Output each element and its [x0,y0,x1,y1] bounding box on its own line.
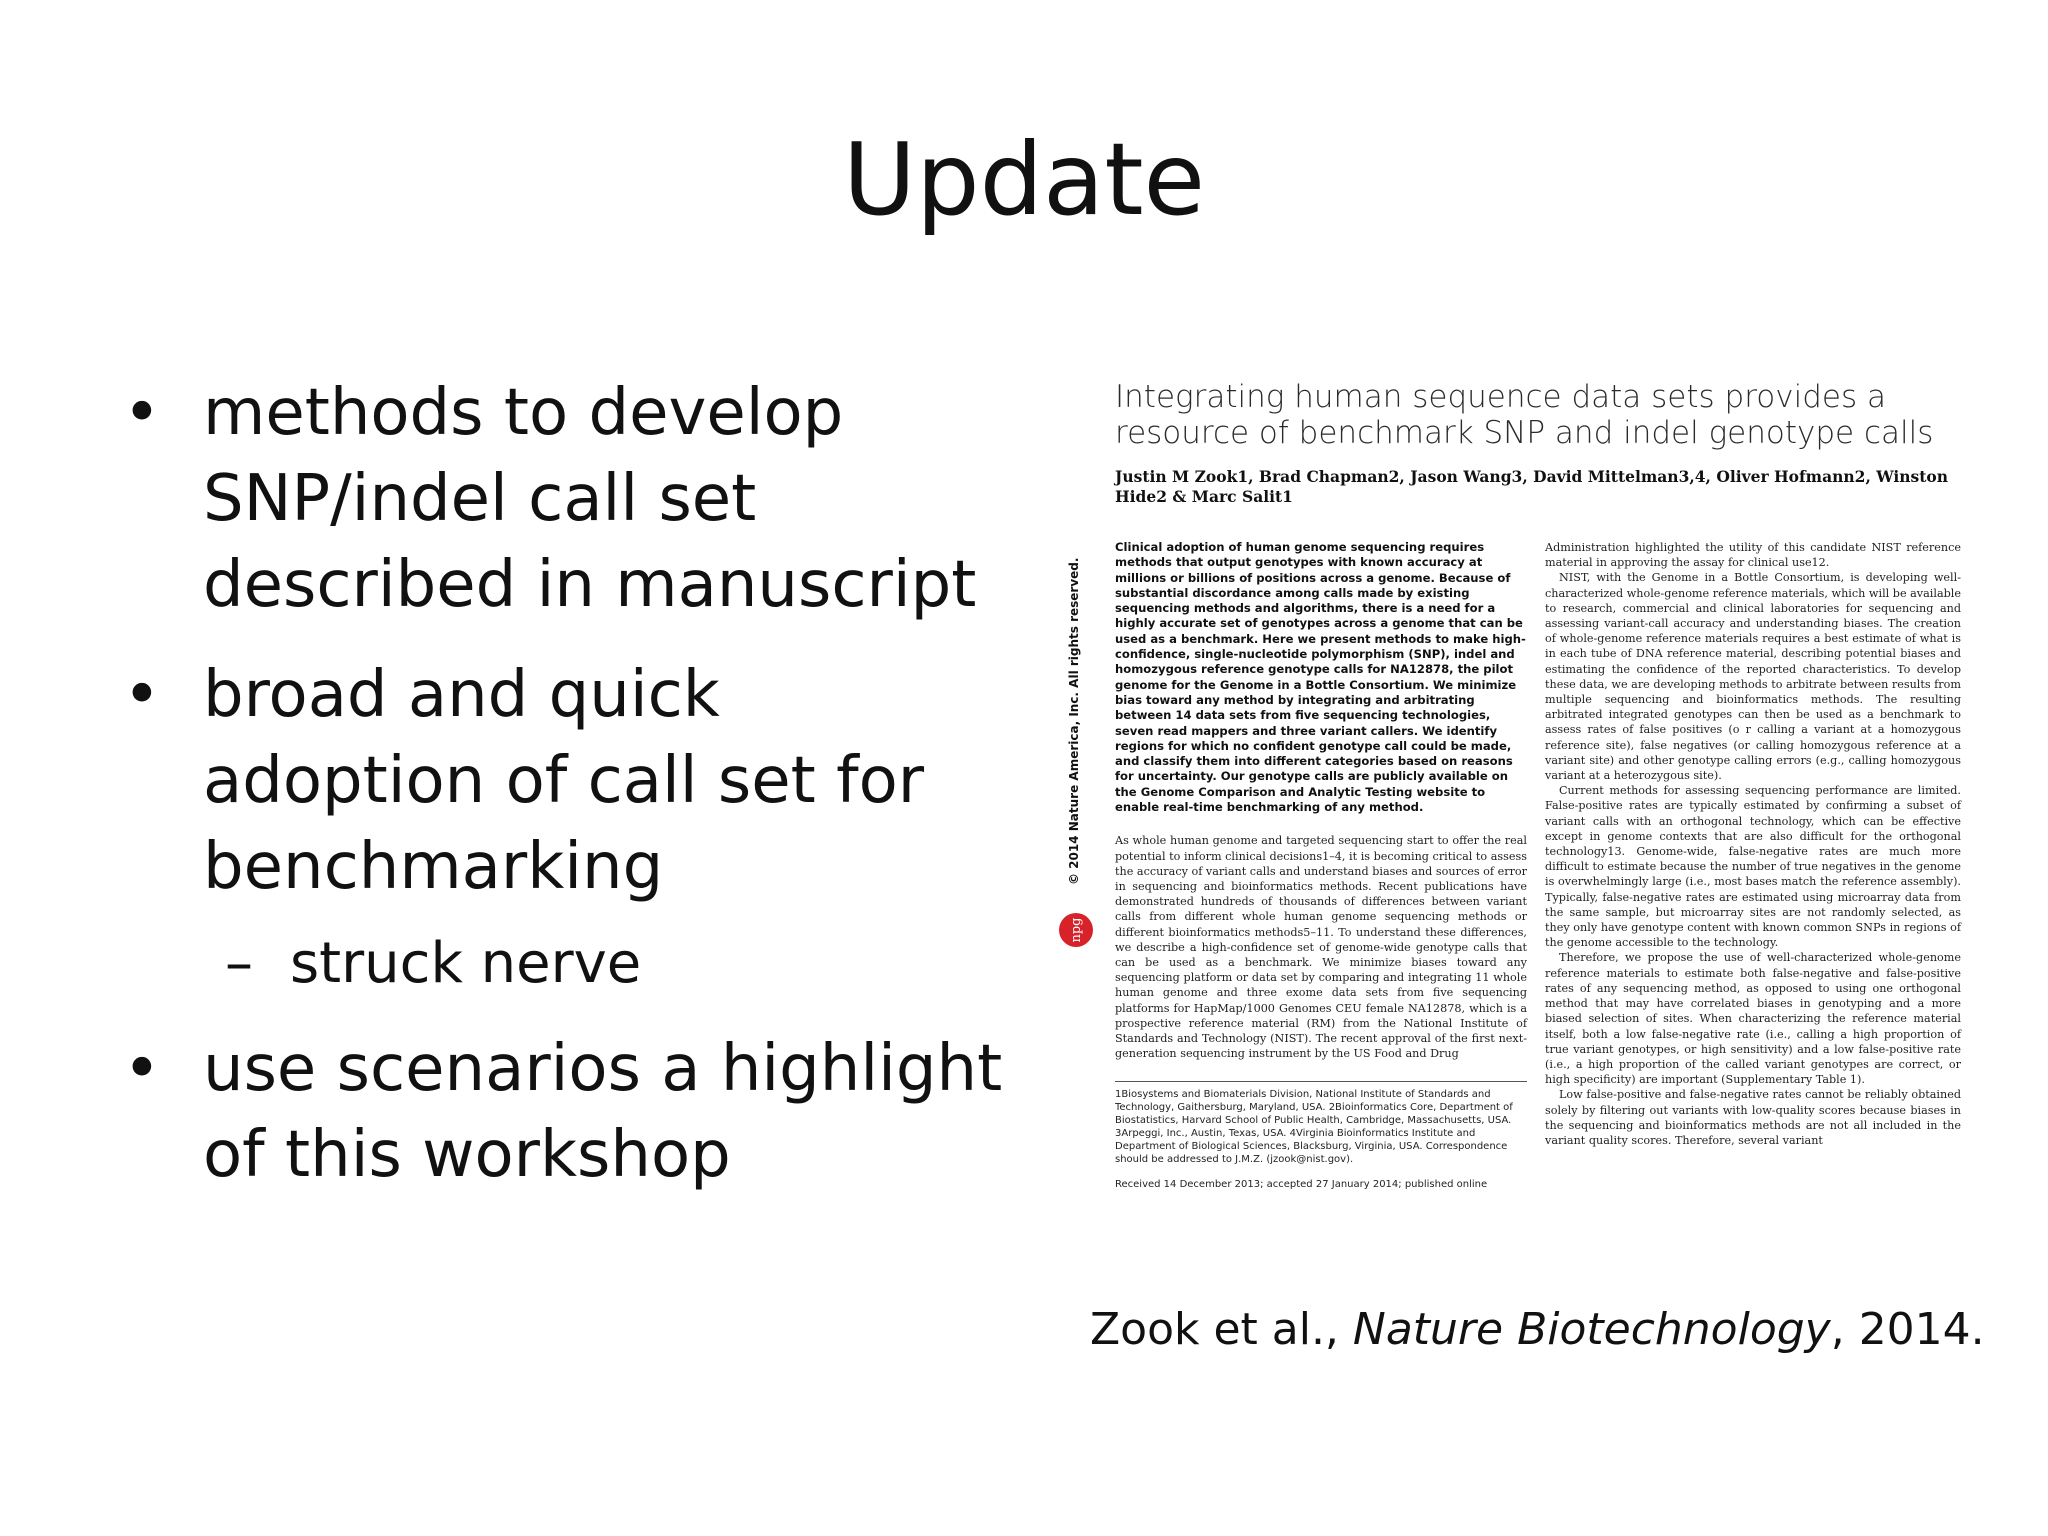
paper-body-left: As whole human genome and targeted sequencing start to offer the real potential to inform clinical decisions1–4, it is becoming critical to assess the accuracy of variant calls and understand biases and sources of error in sequencing and bioinformatics methods. Recent publications have demonstrated hundreds of thousands of differences between variant calls from different whole human genome sequencing methods or different bioinformatics methods5–11. To understand these differences, we describe a high-confidence set of genome-wide genotype calls that can be used as a benchmark. We minimize biases toward any sequencing platform or data set by comparing and integrating 11 whole human genome and three exome data sets from five sequencing platforms for HapMap/1000 Genomes CEU female NA12878, which is a prospective reference material (RM) from the National Institute of Standards and Technology (NIST). The recent approval of the first next-generation sequencing instrument by the US Food and Drug [1115,834,1527,1061]
paper-left-column [1115,540,1527,1191]
bullet-item [115,370,1015,628]
citation-journal: Nature Biotechnology [1352,1304,1831,1355]
copyright-notice: © 2014 Nature America, Inc. All rights reserved. [1067,557,1081,885]
citation-year: , 2014. [1830,1304,1985,1355]
bullet-text: broad and quick adoption of call set for benchmarking [203,658,925,904]
npg-logo: npg [1059,913,1093,947]
citation [1090,1302,1985,1358]
citation-authors: Zook et al., [1090,1304,1353,1355]
paper-paragraph: NIST, with the Genome in a Bottle Consortium, is developing well-characterized whole-genome reference materials, which will be available to research, commercial and clinical laboratories for sequencing and assessing variant-call accuracy and understanding biases. The creation of whole-genome reference materials requires a best estimate of what is in each tube of DNA reference material, describing potential biases and estimating the confidence of the reported characteristics. To develop these data, we are developing methods to arbitrate between results from multiple sequencing and bioinformatics methods. The resulting arbitrated integrated genotypes can then be used as a benchmark to assess rates of false positives (o r calling a variant at a homozygous reference site), false negatives (or calling homozygous reference at a variant site) and other genotype calling errors (e.g., calling homozygous variant at a heterozygous site). [1545,571,1961,783]
bullet-item [115,652,1015,910]
paper-excerpt-image [1055,365,1985,1265]
slide-title: Update [842,121,1206,238]
bullet-item [115,1026,1015,1198]
bullet-symbol: • [123,376,161,450]
paper-received-date: Received 14 December 2013; accepted 27 January 2014; published online [1115,1179,1488,1191]
bullet-text: methods to develop SNP/indel call set described in manuscript [203,376,977,622]
paper-title: Integrating human sequence data sets provides a resource of benchmark SNP and indel genotype calls [1115,379,1934,451]
sub-bullet-item [115,924,1015,1004]
paper-affiliations: 1Biosystems and Biomaterials Division, National Institute of Standards and Technology, Gaithersburg, Maryland, USA. 2Bioinformatics Core, Department of Biostatistics, Harvard School of Public Health, Cambridge, Massachusetts, USA. 3Arpeggi, Inc., Austin, Texas, USA. 4Virginia Bioinformatics Institute and Department of Biological Sciences, Blacksburg, Virginia, USA. Correspondence should be addressed to J.M.Z. (jzook@nist.gov). [1115,1089,1513,1166]
bullet-text: use scenarios a highlight of this workshop [203,1032,1003,1192]
paper-right-column [1545,540,1961,1148]
sub-bullet-text: struck nerve [290,931,642,996]
footnote-divider [1115,1081,1527,1082]
paper-paragraph: Therefore, we propose the use of well-characterized whole-genome reference materials to estimate both false-negative and false-positive rates of any sequencing method, as opposed to using one orthogonal method that may have correlated biases in genotyping and a more biased selection of sites. When characterizing the reference material itself, both a low false-negative rate (i.e., calling a high proportion of true variant genotypes, or high sensitivity) and a low false-positive rate (i.e., a high proportion of the called variant genotypes are correct, or high specificity) are important (Supplementary Table 1). [1545,951,1961,1087]
paper-authors: Justin M Zook1, Brad Chapman2, Jason Wang3, David Mittelman3,4, Oliver Hofmann2, Winston Hide2 & Marc Salit1 [1115,467,1949,506]
bullet-list [115,370,1015,1222]
paper-abstract: Clinical adoption of human genome sequencing requires methods that output genotypes with known accuracy at millions or billions of positions across a genome. Because of substantial discordance among calls made by existing sequencing methods and algorithms, there is a need for a highly accurate set of genotypes across a genome that can be used as a benchmark. Here we present methods to make high-confidence, single-nucleotide polymorphism (SNP), indel and homozygous reference genotype calls for NA12878, the pilot genome for the Genome in a Bottle Consortium. We minimize bias toward any method by integrating and arbitrating between 14 data sets from five sequencing technologies, seven read mappers and three variant callers. We identify regions for which no confident genotype call could be made, and classify them into different categories based on reasons for uncertainty. Our genotype calls are publicly available on the Genome Comparison and Analytic Testing website to enable real-time benchmarking of any method. [1115,540,1526,815]
bullet-symbol: • [123,1032,161,1106]
paper-paragraph: Current methods for assessing sequencing performance are limited. False-positive rates are typically estimated by confirming a subset of variant calls with an orthogonal technology, which can be effective except in genome contexts that are also difficult for the orthogonal technology13. Genome-wide, false-negative rates are much more difficult to estimate because the number of true negatives in the genome is overwhelmingly large (i.e., most bases match the reference assembly). Typically, false-negative rates are estimated using microarray data from the same sample, but microarray sites are not randomly selected, as they only have genotype content with known common SNPs in regions of the genome accessible to the technology. [1545,784,1961,950]
dash-symbol: – [225,931,253,996]
paper-paragraph: Administration highlighted the utility of this candidate NIST reference material in approving the assay for clinical use12. [1545,541,1961,570]
bullet-symbol: • [123,658,161,732]
paper-paragraph: Low false-positive and false-negative rates cannot be reliably obtained solely by filtering out variants with low-quality scores because biases in the sequencing and bioinformatics methods are not all included in the variant quality scores. Therefore, several variant [1545,1088,1961,1147]
